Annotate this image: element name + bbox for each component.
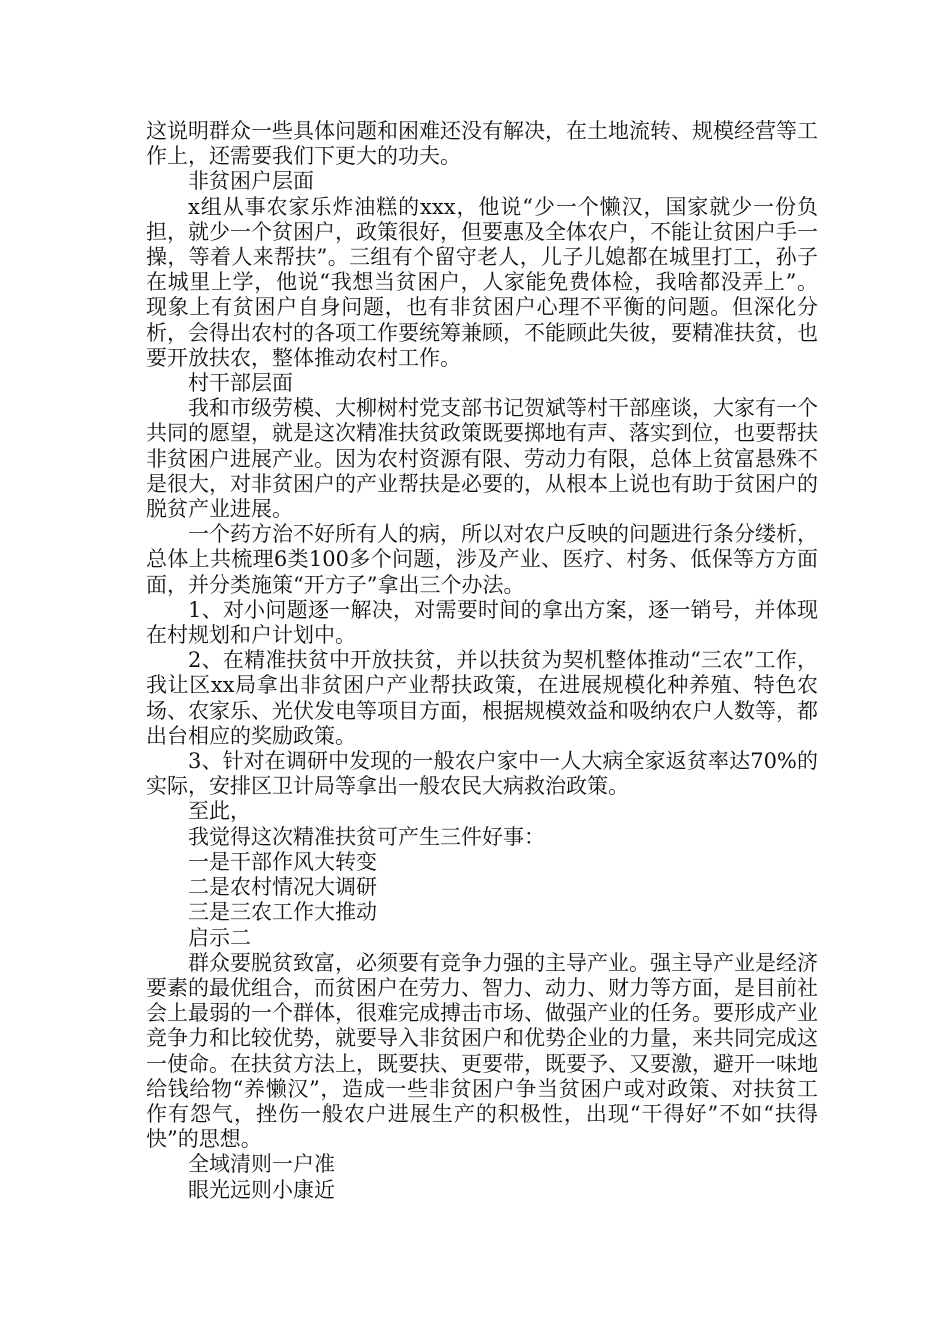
slogan-line-2: 眼光远则小康近 [188, 1177, 335, 1202]
heading-non-poor-households: 非贫困户层面 [188, 169, 314, 194]
good-thing-1: 一是干部作风大转变 [188, 849, 377, 874]
good-thing-3: 三是三农工作大推动 [188, 900, 377, 925]
measure-item-1: 1、对小问题逐一解决，对需要时间的拿出方案，逐一销号，并体现在村规划和户计划中。 [146, 597, 818, 648]
slogan-line-1: 全域清则一户准 [188, 1152, 335, 1177]
paragraph-thus: 至此， [188, 799, 251, 824]
paragraph-non-poor-households: x组从事农家乐炸油糕的xxx，他说“少一个懒汉，国家就少一份负担，就少一个贫困户，政策很好，但要惠及全体农户，不能让贫困户手一操，等着人来帮扶”。三组有个留守老人，儿子儿媳都在城里打工，孙子在城里上学，他说“我想当贫困户，人家能免费体检，我啥都没弄上”。现象上有贫困户自身问题，也有非贫困户心理不平衡的问题。但深化分析，会得出农村的各项工作要统筹兼顾，不能顾此失彼，要精准扶贫，也要开放扶农，整体推动农村工作。 [146, 194, 818, 370]
paragraph-insight-two: 群众要脱贫致富，必须要有竞争力强的主导产业。强主导产业是经济要素的最优组合，而贫困户在劳力、智力、动力、财力等方面，是目前社会上最弱的一个群体，很难完成搏击市场、做强产业的任务。要形成产业竞争力和比较优势，就要导入非贫困户和优势企业的力量，来共同完成这一使命。在扶贫方法上，既要扶、更要带，既要予、又要激，避开一味地给钱给物“养懒汉”，造成一些非贫困户争当贫困户或对政策、对扶贫工作有怨气，挫伤一般农户进展生产的积极性，出现“干得好”不如“扶得快”的思想。 [146, 950, 818, 1152]
paragraph-village-cadres: 我和市级劳模、大柳树村党支部书记贺斌等村干部座谈，大家有一个共同的愿望，就是这次精准扶贫政策既要掷地有声、落实到位，也要帮扶非贫困户进展产业。因为农村资源有限、劳动力有限，总体上贫富悬殊不是很大，对非贫困户的产业帮扶是必要的，从根本上说也有助于贫困户的脱贫产业进展。 [146, 396, 818, 522]
heading-insight-two: 启示二 [188, 925, 251, 950]
heading-village-cadres: 村干部层面 [188, 371, 293, 396]
good-thing-2: 二是农村情况大调研 [188, 875, 377, 900]
paragraph-continuation: 这说明群众一些具体问题和困难还没有解决，在土地流转、规模经营等工作上，还需要我们下更大的功夫。 [146, 119, 818, 169]
document-body [146, 119, 818, 1203]
measure-item-3: 3、针对在调研中发现的一般农户家中一人大病全家返贫率达70%的实际，安排区卫计局等拿出一般农民大病救治政策。 [146, 749, 818, 799]
paragraph-prescription: 一个药方治不好所有人的病，所以对农户反映的问题进行条分缕析，总体上共梳理6类100多个问题，涉及产业、医疗、村务、低保等方方面面，并分类施策“开方子”拿出三个办法。 [146, 522, 818, 597]
paragraph-three-good-things: 我觉得这次精准扶贫可产生三件好事： [188, 824, 545, 849]
measure-item-2: 2、在精准扶贫中开放扶贫，并以扶贫为契机整体推动“三农”工作，我让区xx局拿出非贫困户产业帮扶政策，在进展规模化种养殖、特色农场、农家乐、光伏发电等项目方面，根据规模效益和吸纳农户人数等，都出台相应的奖励政策。 [146, 648, 818, 748]
